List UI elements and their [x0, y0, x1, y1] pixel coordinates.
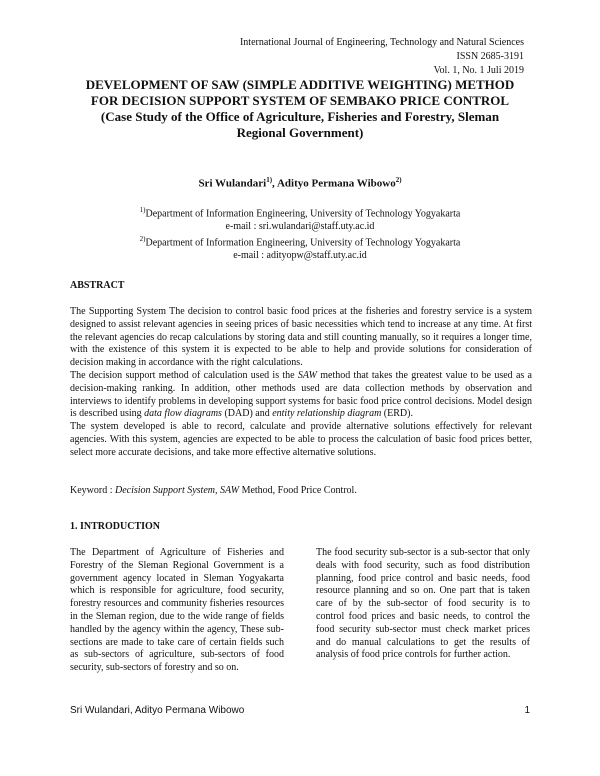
title-subtitle: (Case Study of the Office of Agriculture, Fisheries and Forestry, Sleman Regional Government) — [100, 109, 500, 140]
affiliation-2: $^{2)}$Department of Information Engineering, University of Technology Yogyakarta — [139, 235, 461, 249]
introduction-left-column: The Department of Agriculture of Fisheries and Forestry of the Sleman Regional Government is a government agency located in Sleman Yogyakarta which is responsible for agriculture, food security, forestry resources and community fisheries resources in the Sleman region, due to the wide range of fields handled by the agency within the agency, These sub-sections are made to take care of certain fields such as sub-sectors of agriculture, sub-sectors of food security, sub-sectors of forestry and so on. — [70, 547, 284, 674]
abstract-heading: ABSTRACT — [70, 280, 125, 291]
affiliation-2-email: e-mail : adityopw@staff.uty.ac.id — [233, 250, 367, 262]
author-line — [0, 176, 600, 190]
affiliation-1: $^{1)}$Department of Information Engineering, University of Technology Yogyakarta — [139, 206, 461, 220]
journal-name: International Journal of Engineering, Technology and Natural Sciences — [239, 37, 524, 48]
abstract-body — [70, 306, 532, 460]
abstract-paragraph-2: The decision support method of calculation used is the SAW method that takes the greatest value to be used as a decision-making ranking. In addition, other methods used are data collection methods by observation and interviews to identify problems in developing support systems for basic food price control decisions. Model design is described using data flow diagrams (DAD) and entity relationship diagram (ERD). — [70, 369, 532, 420]
author-separator: , — [272, 177, 277, 190]
author-1: Sri Wulandari — [198, 177, 267, 190]
paper-title — [80, 77, 520, 141]
affiliation-1-email: e-mail : sri.wulandari@staff.uty.ac.id — [225, 220, 375, 232]
page-number: 1 — [524, 705, 530, 716]
keywords-label: Keyword : — [70, 485, 115, 496]
journal-issn: ISSN 2685-3191 — [456, 51, 524, 62]
abstract-paragraph-1: The Supporting System The decision to control basic food prices at the fisheries and forestry service is a system designed to assist relevant agencies in seeing prices of basic necessities which tend to increase at any time. At first the relevant agencies do recap calculations by storing data and still counting manually, so it requires a longer time, with the existence of this system it is expected to be able to help and provide solutions for consideration of decision making in accordance with the right calculations. — [70, 306, 532, 369]
journal-volume: Vol. 1, No. 1 Juli 2019 — [433, 65, 524, 76]
introduction-heading: 1. INTRODUCTION — [70, 521, 161, 532]
author-2-sup: 2) — [395, 176, 402, 184]
keywords-rest: Method, Food Price Control. — [239, 485, 357, 496]
footer-authors: Sri Wulandari, Adityo Permana Wibowo — [70, 705, 245, 716]
author-1-sup: 1) — [266, 176, 273, 184]
abstract-paragraph-3: The system developed is able to record, calculate and provide alternative solutions effectively for relevant agencies. With this system, agencies are expected to be able to process the calculation of basic food prices better, select more accurate decisions, and take more effective alternative solutions. — [70, 421, 532, 458]
title-main: DEVELOPMENT OF SAW (SIMPLE ADDITIVE WEIGHTING) METHOD FOR DECISION SUPPORT SYSTEM OF SEMBAKO PRICE CONTROL — [85, 77, 515, 108]
keywords-italic: Decision Support System, SAW — [115, 485, 240, 496]
introduction-right-column: The food security sub-sector is a sub-sector that only deals with food security, such as food distribution planning, food price control and basic needs, food resource planning and so on. One part that is taken care of by the sub-sector of food security is to control food prices and basic needs, to control the food security sub-sector must check market prices and do manual calculations to get the results of analysis of food price controls for further action. — [316, 547, 530, 661]
author-2: Adityo Permana Wibowo — [276, 177, 396, 190]
affiliations — [0, 204, 600, 263]
journal-header — [240, 36, 524, 78]
keywords-line — [70, 485, 357, 496]
